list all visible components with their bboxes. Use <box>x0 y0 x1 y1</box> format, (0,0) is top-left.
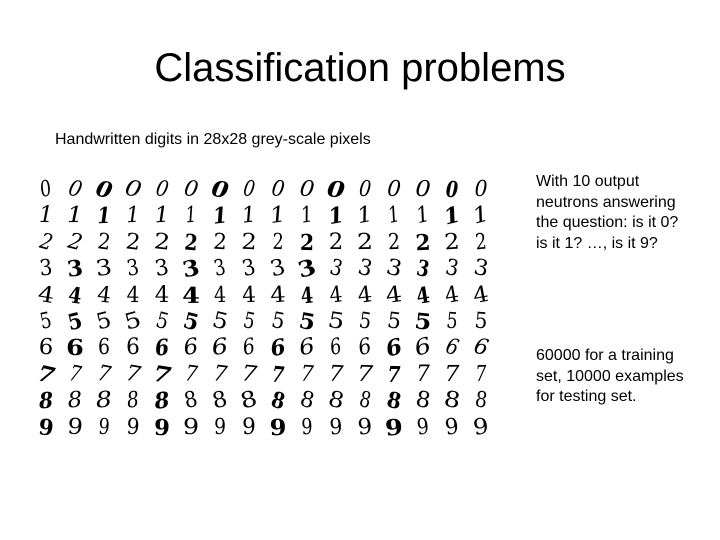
digit-sample: 8 <box>442 387 463 415</box>
digit-sample: 5 <box>241 308 258 335</box>
digit-sample: 9 <box>443 413 461 441</box>
digit-sample: 3 <box>443 255 461 283</box>
digit-sample: 8 <box>209 386 230 415</box>
digit-sample: 4 <box>66 281 84 310</box>
digit-sample: 2 <box>152 229 172 256</box>
digit-sample: 4 <box>414 281 432 310</box>
digit-sample: 7 <box>183 361 199 388</box>
digit-sample: 1 <box>125 203 141 229</box>
digit-sample: 3 <box>65 255 85 284</box>
digit-sample: 2 <box>212 229 228 256</box>
digit-sample: 1 <box>354 202 375 230</box>
digit-sample: 2 <box>328 229 344 255</box>
digit-sample: 3 <box>327 255 346 283</box>
digit-sample: 2 <box>443 229 461 256</box>
digit-sample: 6 <box>443 334 462 362</box>
digit-row <box>32 307 502 337</box>
digit-sample: 3 <box>414 255 432 284</box>
digit-sample: 5 <box>445 308 459 335</box>
digit-sample: 5 <box>326 307 347 336</box>
digit-sample: 8 <box>38 387 54 415</box>
digit-sample: 1 <box>96 203 112 230</box>
digit-sample: 6 <box>296 334 317 362</box>
digit-row <box>32 228 502 257</box>
digit-sample: 9 <box>125 414 141 441</box>
digit-sample: 4 <box>384 281 404 309</box>
digit-sample: 4 <box>442 281 461 309</box>
digit-sample: 5 <box>473 308 489 335</box>
digit-sample: 1 <box>38 203 54 229</box>
digit-sample: 3 <box>152 255 171 283</box>
digit-sample: 3 <box>211 255 228 283</box>
digit-sample: 8 <box>94 387 114 414</box>
digit-sample: 6 <box>471 334 491 362</box>
digit-sample: 0 <box>241 176 257 203</box>
digit-sample: 8 <box>181 387 200 415</box>
digit-sample: 7 <box>328 361 344 388</box>
digit-sample: 5 <box>357 308 373 335</box>
digit-sample: 2 <box>124 229 142 256</box>
digit-sample: 7 <box>444 361 460 387</box>
slide-title: Classification problems <box>154 46 566 90</box>
digit-sample: 9 <box>66 413 85 441</box>
digit-sample: 7 <box>34 360 58 390</box>
digit-sample: 4 <box>328 281 344 309</box>
digit-sample: 8 <box>152 387 172 416</box>
digit-sample: 0 <box>93 175 115 205</box>
digit-row <box>32 281 502 310</box>
digit-sample: 6 <box>268 334 288 363</box>
digit-sample: 6 <box>38 335 54 361</box>
digit-row <box>32 386 502 416</box>
digit-sample: 6 <box>327 334 344 362</box>
digit-sample: 7 <box>270 361 286 389</box>
digit-sample: 1 <box>268 202 288 230</box>
digit-sample: 2 <box>474 229 488 256</box>
digit-sample: 4 <box>126 282 140 308</box>
digit-sample: 9 <box>97 414 111 441</box>
digit-sample: 2 <box>414 229 432 257</box>
digit-sample: 2 <box>356 229 374 255</box>
digit-sample: 4 <box>36 281 57 309</box>
digit-sample: 2 <box>387 229 401 255</box>
digit-sample: 6 <box>355 334 374 362</box>
digit-sample: 7 <box>387 361 401 388</box>
digit-sample: 6 <box>153 334 171 363</box>
digit-sample: 8 <box>413 387 433 415</box>
digit-sample: 9 <box>328 414 344 440</box>
digit-sample: 6 <box>182 334 200 362</box>
digit-sample: 7 <box>474 361 488 387</box>
digit-sample: 4 <box>95 281 113 309</box>
digit-sample: 7 <box>211 361 229 388</box>
digit-sample: 5 <box>65 307 85 337</box>
digit-sample: 8 <box>384 387 404 416</box>
digit-sample: 9 <box>269 414 287 441</box>
digit-sample: 8 <box>325 386 347 415</box>
digit-sample: 1 <box>385 202 402 230</box>
digit-sample: 0 <box>325 176 347 204</box>
digit-sample: 5 <box>180 307 202 337</box>
digit-sample: 0 <box>445 176 459 204</box>
digit-row <box>32 201 502 231</box>
digit-sample: 0 <box>474 176 488 203</box>
digit-sample: 7 <box>299 361 315 388</box>
digit-sample: 2 <box>95 229 113 256</box>
digit-sample: 1 <box>153 202 171 229</box>
digit-sample: 9 <box>213 414 227 440</box>
digit-sample: 9 <box>242 414 256 440</box>
digit-sample: 0 <box>181 175 201 204</box>
digit-sample: 9 <box>300 414 314 440</box>
digit-sample: 7 <box>67 360 84 388</box>
digit-sample: 0 <box>386 176 402 203</box>
digit-sample: 1 <box>184 202 198 229</box>
digit-sample: 5 <box>385 308 403 335</box>
digit-sample: 8 <box>473 387 489 414</box>
digit-row <box>32 333 502 363</box>
digit-sample: 7 <box>240 361 259 388</box>
digit-sample: 2 <box>37 228 56 256</box>
digit-sample: 0 <box>65 175 85 204</box>
digit-sample: 4 <box>213 282 227 308</box>
digit-sample: 3 <box>38 255 54 282</box>
digit-sample: 6 <box>65 335 85 362</box>
image-caption: Handwritten digits in 28x28 grey-scale pixels <box>55 131 371 148</box>
digit-sample: 7 <box>95 360 113 388</box>
digit-sample: 6 <box>210 334 230 362</box>
digit-sample: 7 <box>151 360 173 390</box>
digit-sample: 5 <box>269 308 287 336</box>
digit-sample: 7 <box>123 360 143 388</box>
digit-sample: 5 <box>37 308 54 335</box>
digit-sample: 1 <box>211 202 229 231</box>
digit-sample: 4 <box>299 282 315 310</box>
digit-sample: 8 <box>268 386 288 416</box>
digit-row <box>32 413 502 442</box>
digit-sample: 9 <box>36 413 56 442</box>
digit-sample: 4 <box>181 282 201 309</box>
bullet-dataset-size: 60000 for a training set, 10000 examples for testing set. <box>536 347 684 405</box>
digit-sample: 4 <box>356 281 374 309</box>
digit-sample: 1 <box>66 203 84 229</box>
digit-sample: 1 <box>240 202 258 230</box>
digit-sample: 8 <box>357 387 374 415</box>
digit-sample: 8 <box>237 386 260 415</box>
digit-sample: 3 <box>471 255 491 283</box>
digit-sample: 6 <box>411 333 434 363</box>
digit-sample: 6 <box>126 335 140 361</box>
digit-sample: 6 <box>383 333 405 363</box>
digit-sample: 9 <box>415 414 431 441</box>
bullet-output-neurons: With 10 output neutrons answering the question: is it 0? is it 1? …, is it 9? <box>536 173 679 252</box>
digit-sample: 8 <box>125 387 141 414</box>
digit-sample: 6 <box>241 334 257 362</box>
digit-sample: 5 <box>413 308 433 336</box>
digit-sample: 3 <box>125 255 141 282</box>
digit-sample: 4 <box>470 281 491 309</box>
digit-sample: 0 <box>153 176 171 203</box>
digit-sample: 8 <box>297 386 317 415</box>
digit-sample: 9 <box>384 413 404 442</box>
digit-sample: 0 <box>269 176 287 203</box>
digit-sample: 0 <box>298 176 316 203</box>
digit-sample: 1 <box>441 201 463 231</box>
digit-sample: 5 <box>93 307 114 336</box>
digit-sample: 2 <box>65 228 85 257</box>
digit-sample: 7 <box>416 361 430 387</box>
digit-sample: 8 <box>66 387 84 414</box>
digit-sample: 1 <box>413 202 432 230</box>
digit-sample: 2 <box>240 229 258 256</box>
digit-sample: 3 <box>94 255 114 283</box>
digit-sample: 0 <box>37 175 55 204</box>
digit-sample: 9 <box>153 414 171 441</box>
digit-sample: 0 <box>357 176 373 203</box>
digit-sample: 0 <box>209 175 231 205</box>
digit-sample: 3 <box>295 254 319 285</box>
digit-sample: 1 <box>469 201 492 231</box>
digit-row <box>32 360 502 390</box>
digit-sample: 3 <box>355 254 375 283</box>
digit-sample: 5 <box>121 307 144 336</box>
digit-sample: 4 <box>241 282 257 308</box>
digit-sample: 1 <box>299 202 315 230</box>
digit-sample: 0 <box>414 176 432 203</box>
digit-sample: 4 <box>269 282 287 309</box>
digit-sample: 5 <box>153 307 172 336</box>
digit-sample: 6 <box>97 335 111 361</box>
digit-sample: 2 <box>299 229 315 256</box>
digit-sample: 9 <box>182 414 200 440</box>
digit-sample: 9 <box>471 413 491 441</box>
digit-sample: 4 <box>154 282 170 308</box>
digit-sample: 3 <box>383 254 405 283</box>
digit-sample: 3 <box>180 254 202 284</box>
digit-row <box>32 254 502 285</box>
digit-sample: 1 <box>326 202 346 231</box>
digit-sample: 5 <box>296 307 318 337</box>
digit-sample: 9 <box>356 414 374 441</box>
digit-sample: 2 <box>183 229 199 257</box>
digit-sample: 5 <box>209 307 231 336</box>
digit-sample: 3 <box>239 255 258 283</box>
digit-sample: 0 <box>122 175 144 204</box>
handwritten-digit-grid <box>32 175 502 450</box>
digit-row <box>32 175 502 205</box>
digit-sample: 3 <box>267 254 288 283</box>
digit-sample: 2 <box>271 229 285 255</box>
digit-sample: 7 <box>356 361 374 388</box>
